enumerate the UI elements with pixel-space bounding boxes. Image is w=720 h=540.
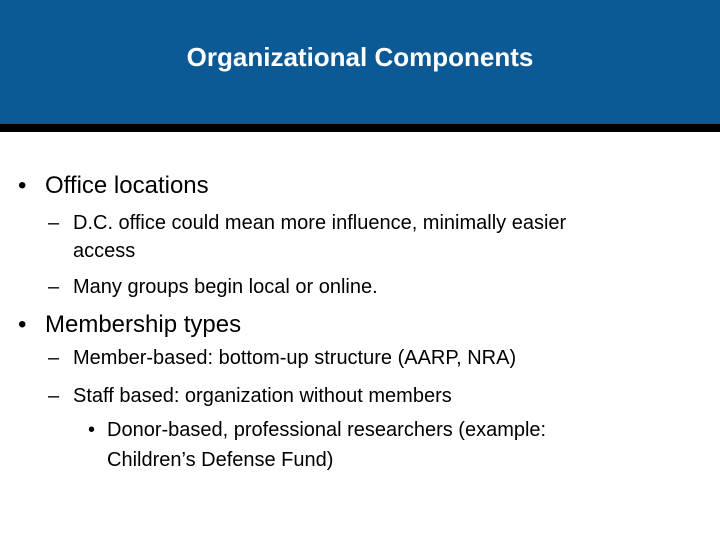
sub-sub-bullet-donor-based-line-1: Donor-based, professional researchers (example:	[107, 419, 547, 441]
sub-sub-bullet-donor-based-line-2: Children’s Defense Fund)	[107, 449, 334, 471]
bullet-office-locations: Office locations	[45, 172, 209, 199]
sub-bullet-marker: –	[48, 212, 60, 234]
bullet-marker: •	[18, 172, 27, 199]
sub-bullet-member-based: Member-based: bottom-up structure (AARP, NRA)	[73, 347, 517, 369]
sub-bullet-dc-office-line-2: access	[73, 240, 136, 262]
sub-bullet-marker: –	[48, 347, 60, 369]
bullet-marker: •	[18, 311, 27, 338]
sub-bullet-marker: –	[48, 385, 60, 407]
sub-bullet-dc-office-line-1: D.C. office could mean more influence, minimally easier	[73, 212, 567, 234]
sub-bullet-marker: –	[48, 276, 60, 298]
sub-bullet-local-online: Many groups begin local or online.	[73, 276, 378, 298]
sub-sub-bullet-marker: •	[88, 419, 96, 441]
slide-title: Organizational Components	[186, 41, 534, 72]
sub-bullet-staff-based: Staff based: organization without members	[73, 385, 452, 407]
bullet-membership-types: Membership types	[45, 311, 242, 338]
